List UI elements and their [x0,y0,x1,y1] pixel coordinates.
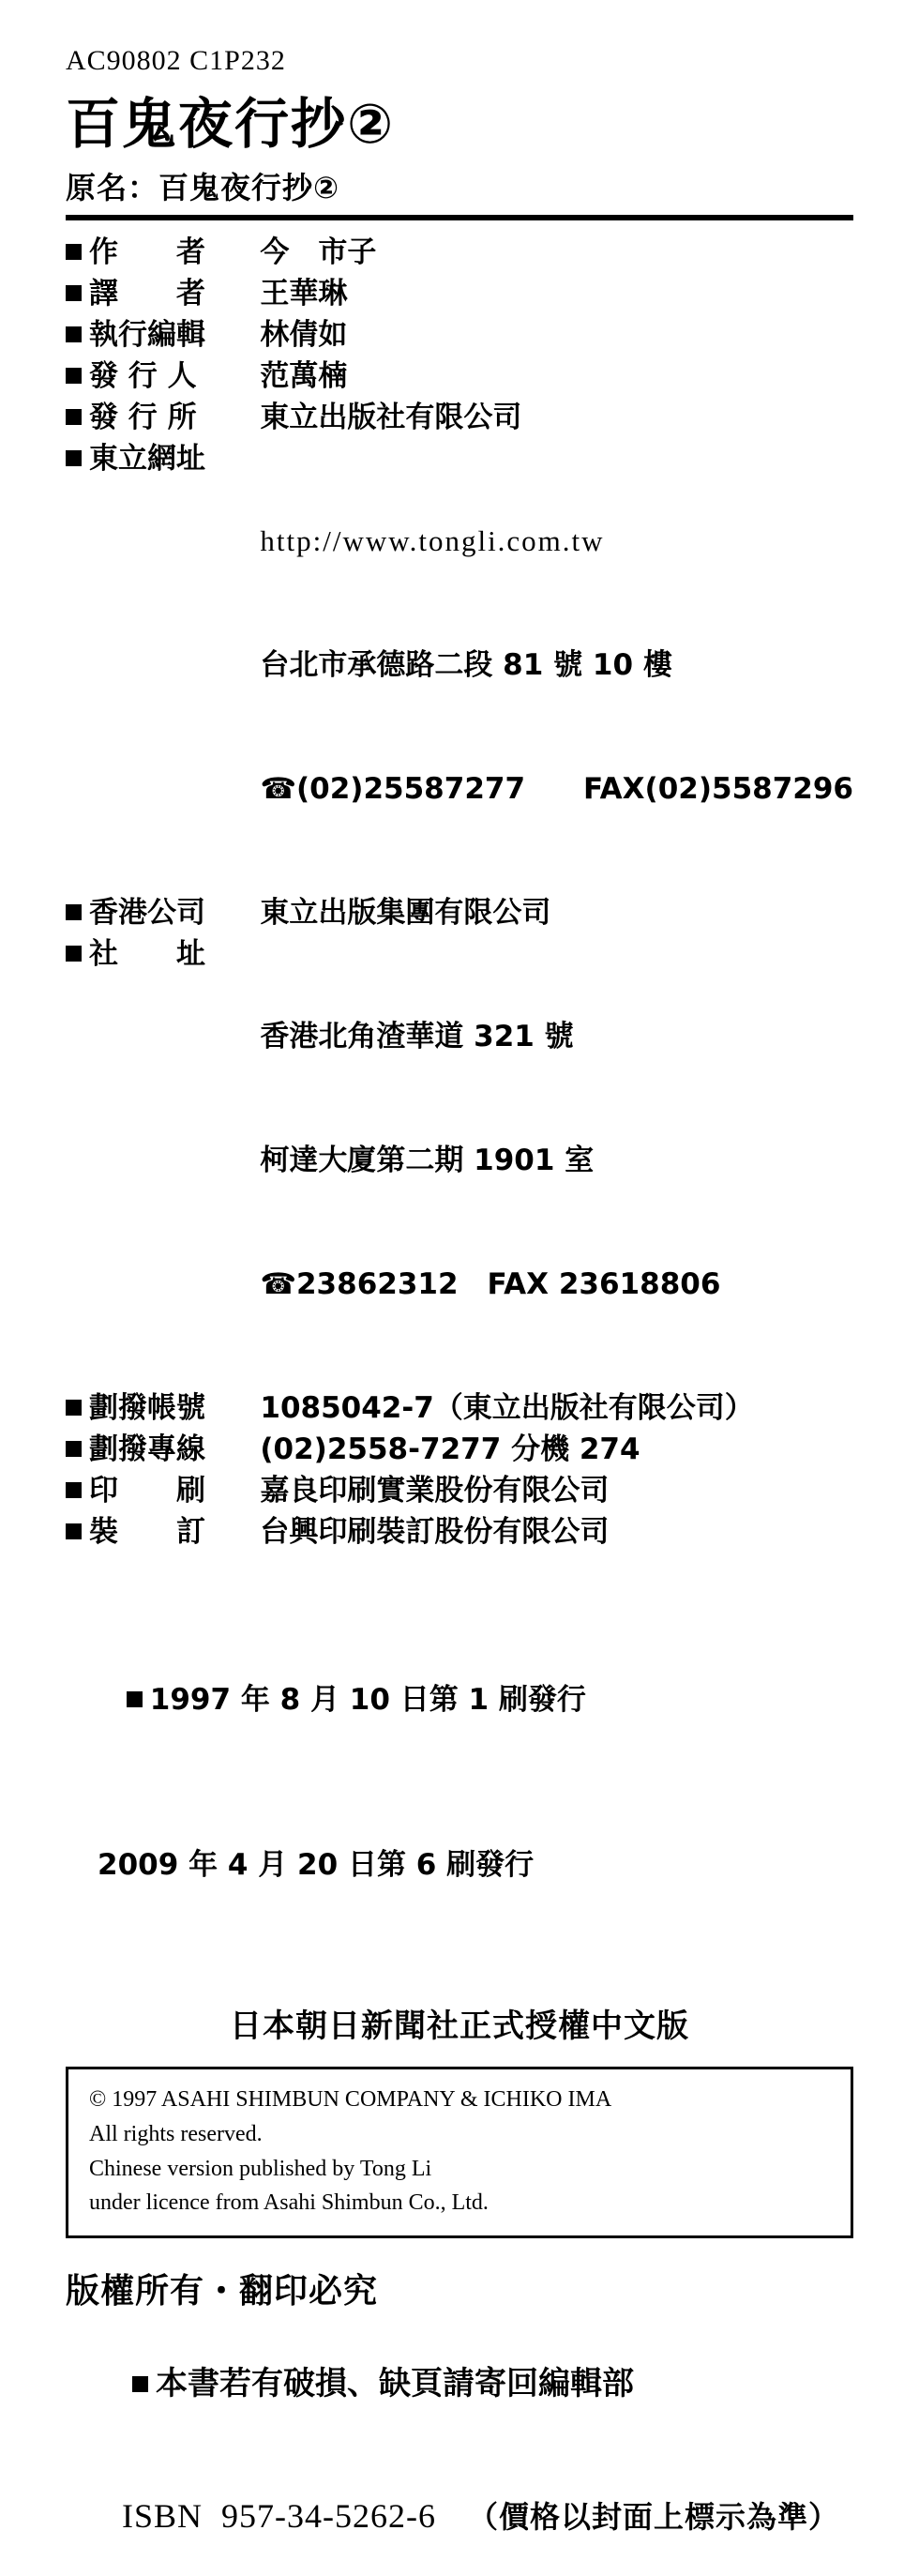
credit-label-cell [66,232,260,273]
catalog-code: AC90802 C1P232 [66,45,286,76]
credit-label: 譯 者 [89,276,205,311]
square-bullet-icon [66,1441,82,1457]
table-row [66,892,853,933]
square-bullet-icon [66,326,82,342]
print-dates [66,1554,853,1967]
first-print-date-row [66,1637,853,1761]
credit-value: 林倩如 [260,317,348,352]
rights-reserved-notice: 版權所有・翻印必究 [66,2272,379,2311]
square-bullet-icon [66,904,82,920]
credit-value-group [260,438,853,892]
footer [66,2265,853,2576]
copyright-line-1: © 1997 ASAHI SHIMBUN COMPANY & ICHIKO IMA [89,2086,612,2112]
credit-label: 香港公司 [89,896,205,931]
copyright-line-4: under licence from Asahi Shimbun Co., Ltd. [89,2190,489,2216]
credit-value: 東立出版社有限公司 [260,401,522,435]
table-row [66,273,853,314]
square-bullet-icon [66,450,82,466]
credits-table [66,232,853,1553]
sixth-print-date: 2009 年 4 月 20 日第 6 刷發行 [98,1847,535,1882]
square-bullet-icon [66,1400,82,1416]
website-url[interactable]: http://www.tongli.com.tw [260,524,605,558]
square-bullet-icon [66,285,82,301]
book-title: 百鬼夜行抄② [66,92,396,156]
square-bullet-icon [127,1691,143,1707]
hk-address-line2: 柯達大廈第二期 1901 室 [260,1144,595,1178]
credit-label-cell [66,1429,260,1470]
defect-notice: 本書若有破損、缺頁請寄回編輯部 [156,2365,635,2403]
table-row [66,232,853,273]
copyright-box [66,2067,853,2239]
table-row [66,1470,853,1511]
taipei-phone-fax: ☎(02)25587277 FAX(02)5587296 [260,772,853,807]
credit-value-group [260,933,853,1387]
isbn: ISBN 957-34-5262-6 [122,2497,436,2536]
credit-value: 嘉良印刷實業股份有限公司 [260,1474,610,1508]
first-print-date: 1997 年 8 月 10 日第 1 刷發行 [149,1682,586,1717]
credit-value: 台興印刷裝訂股份有限公司 [260,1515,610,1550]
credit-label: 劃撥專線 [89,1432,205,1467]
credit-label: 發 行 所 [89,401,197,435]
square-bullet-icon [66,368,82,384]
square-bullet-icon [66,244,82,260]
credit-label: 作 者 [89,235,205,269]
credit-value: 今 市子 [260,235,377,269]
taipei-address: 台北市承德路二段 81 號 10 樓 [260,648,672,683]
copyright-line-2: All rights reserved. [89,2121,263,2146]
original-title: 原名：百鬼夜行抄② [66,169,340,205]
table-row [66,356,853,397]
table-row [66,1387,853,1429]
hk-phone-fax: ☎23862312 FAX 23618806 [260,1267,721,1302]
credit-label: 社 址 [89,937,205,972]
credit-value: (02)2558-7277 分機 274 [260,1432,640,1467]
square-bullet-icon [66,409,82,425]
table-row [66,314,853,356]
credit-label: 執行編輯 [89,317,205,352]
credit-label: 發 行 人 [89,359,197,393]
price-note: （價格以封面上標示為準） [467,2499,839,2536]
hk-address-line1: 香港北角渣華道 321 號 [260,1020,574,1054]
defect-notice-row [66,2320,853,2441]
credit-label-cell [66,892,260,933]
table-row [66,933,853,1387]
credit-value: 東立出版集團有限公司 [260,896,551,931]
table-row [66,1429,853,1470]
isbn-row [66,2454,853,2576]
square-bullet-icon [66,1523,82,1539]
divider-rule [66,215,853,220]
square-bullet-icon [132,2376,148,2392]
credit-value: 王華琳 [260,276,348,311]
table-row [66,1511,853,1553]
credit-label: 劃撥帳號 [89,1391,205,1426]
credit-label-cell [66,356,260,397]
credit-value: 1085042-7（東立出版社有限公司） [260,1391,754,1426]
credit-label-cell [66,273,260,314]
table-row [66,397,853,438]
license-statement: 日本朝日新聞社正式授權中文版 [230,2007,689,2045]
credit-value: 范萬楠 [260,359,348,393]
credit-label: 印 刷 [89,1474,205,1508]
credit-label-cell [66,933,260,1387]
copyright-line-3: Chinese version published by Tong Li [89,2156,432,2181]
credit-label-cell [66,1470,260,1511]
credit-label-cell [66,1387,260,1429]
credit-label-cell [66,314,260,356]
credit-label-cell [66,1511,260,1553]
table-row [66,438,853,892]
credit-label-cell [66,397,260,438]
credit-label-cell [66,438,260,892]
square-bullet-icon [66,1482,82,1498]
square-bullet-icon [66,946,82,962]
credit-label: 裝 訂 [89,1515,205,1550]
credit-label: 東立網址 [89,442,205,477]
